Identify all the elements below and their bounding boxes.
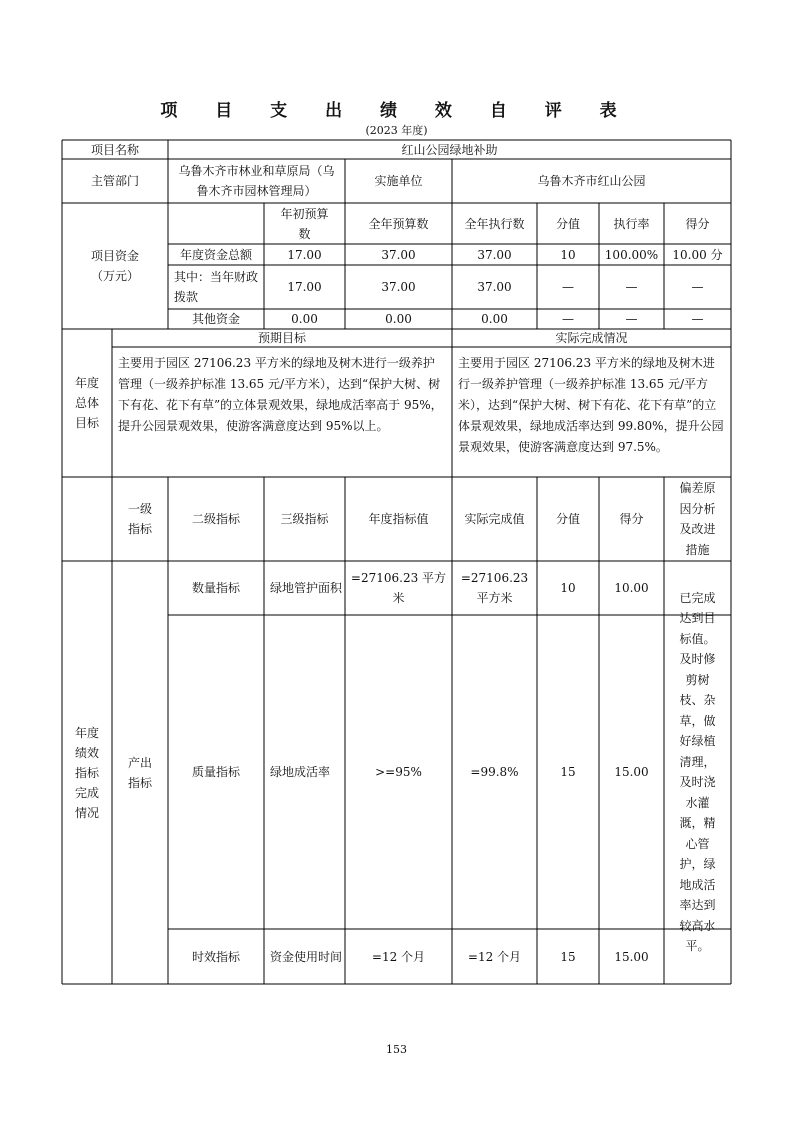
ind-row-analysis: 已完成达到目标值。及时修剪树枝、杂草，做好绿植清理，及时浇水灌溉，精心管护，绿地成活率达到较高水平。: [679, 590, 716, 953]
funds-header-annual: 全年预算数: [368, 216, 429, 231]
ind-row-score: 15.00: [614, 949, 649, 964]
page-title: 项 目 支 出 绩 效 自 评 表: [160, 101, 633, 121]
funds-row-score: 10.00 分: [672, 247, 723, 262]
funds-row-score: —: [691, 280, 704, 294]
ind-header-score: 得分: [619, 512, 644, 526]
funds-header-initial: 年初预算数: [280, 206, 329, 241]
dept-value: 乌鲁木齐市林业和草原局（乌鲁木齐市园林管理局）: [178, 164, 335, 198]
funds-row-initial: 0.00: [291, 312, 318, 326]
ind-row-actual: =99.8%: [470, 765, 519, 779]
goals-expected-header: 预期目标: [257, 331, 306, 345]
indicators-section-label: 年度绩效指标完成情况: [74, 725, 99, 820]
ind-row-target: =12 个月: [371, 949, 426, 964]
funds-label: 项目资金（万元）: [90, 249, 139, 283]
funds-row-label: 年度资金总额: [179, 247, 252, 262]
ind-row-weight: 15: [560, 949, 576, 964]
funds-header-executed: 全年执行数: [464, 216, 525, 231]
ind-row-score: 15.00: [614, 765, 649, 779]
ind-row-score: 10.00: [614, 581, 649, 595]
ind-row-weight: 15: [560, 765, 576, 779]
funds-row-annual: 0.00: [385, 312, 412, 326]
goals-actual-header: 实际完成情况: [555, 331, 628, 345]
ind-row-target: =27106.23 平方米: [350, 571, 447, 605]
ind-header-level3: 三级指标: [280, 512, 329, 526]
funds-header-weight: 分值: [555, 216, 580, 231]
project-name-value: 红山公园绿地补助: [401, 142, 498, 157]
ind-row-target: >=95%: [375, 765, 422, 779]
page-number: 153: [386, 1043, 407, 1056]
funds-row-weight: —: [562, 312, 574, 326]
ind-header-target: 年度指标值: [368, 512, 429, 526]
goals-label: 年度总体目标: [74, 376, 99, 430]
dept-label: 主管部门: [90, 174, 139, 188]
funds-row-annual: 37.00: [381, 280, 416, 294]
ind-row-actual: =27106.23 平方米: [460, 571, 529, 605]
ind-row-level2: 时效指标: [191, 949, 240, 964]
funds-header-exec-rate: 执行率: [613, 216, 650, 231]
funds-row-exec-rate: —: [625, 280, 638, 294]
funds-row-exec-rate: —: [625, 312, 638, 326]
ind-row-level3: 绿地管护面积: [270, 581, 343, 595]
funds-row-executed: 37.00: [477, 247, 512, 262]
funds-row-label: 其他资金: [191, 312, 240, 326]
goals-expected-text: 主要用于园区 27106.23 平方米的绿地及树木进行一级养护管理（一级养护标准 13.65 元/平方米），达到“保护大树、树下有花、花下有草”的立体景观效果，绿地成活率高于 95%，提升公园景观效果，使游客满意度达到 95%以上。: [118, 356, 443, 433]
project-name-label: 项目名称: [90, 142, 139, 157]
ind-row-level3: 资金使用时间: [270, 949, 343, 964]
year-note: (2023 年度): [365, 124, 428, 137]
goals-actual-text: 主要用于园区 27106.23 平方米的绿地及树木进行一级养护管理（一级养护标准 13.65 元/平方米），达到“保护大树、树下有花、花下有草”的立体景观效果，绿地成活率达到 99.80%，提升公园景观效果，使游客满意度达到 97.5%。: [458, 356, 724, 454]
ind-header-actual: 实际完成值: [464, 512, 525, 526]
funds-row-label: 其中：当年财政拨款: [174, 270, 259, 304]
funds-row-weight: 10: [560, 247, 576, 262]
ind-header-level1: 一级指标: [127, 502, 152, 536]
funds-row-score: —: [691, 312, 704, 326]
funds-row-executed: 0.00: [481, 312, 508, 326]
ind-level1-value: 产出指标: [127, 755, 152, 790]
funds-row-initial: 17.00: [287, 247, 322, 262]
ind-row-level3: 绿地成活率: [270, 765, 331, 779]
funds-header-score: 得分: [685, 216, 710, 231]
impl-unit-label: 实施单位: [374, 174, 423, 188]
ind-header-analysis: 偏差原因分析及改进措施: [679, 481, 716, 557]
ind-row-weight: 10: [560, 581, 576, 595]
ind-row-level2: 质量指标: [191, 765, 240, 779]
impl-unit-value: 乌鲁木齐市红山公园: [537, 174, 646, 188]
ind-header-level2: 二级指标: [191, 512, 240, 526]
funds-row-annual: 37.00: [381, 247, 416, 262]
funds-row-executed: 37.00: [477, 280, 512, 294]
ind-row-actual: =12 个月: [467, 949, 522, 964]
ind-row-analysis: [664, 929, 731, 984]
ind-header-weight: 分值: [555, 512, 580, 526]
funds-row-initial: 17.00: [287, 280, 322, 294]
funds-row-exec-rate: 100.00%: [604, 247, 659, 262]
funds-row-weight: —: [562, 280, 574, 294]
ind-row-level2: 数量指标: [191, 581, 240, 595]
